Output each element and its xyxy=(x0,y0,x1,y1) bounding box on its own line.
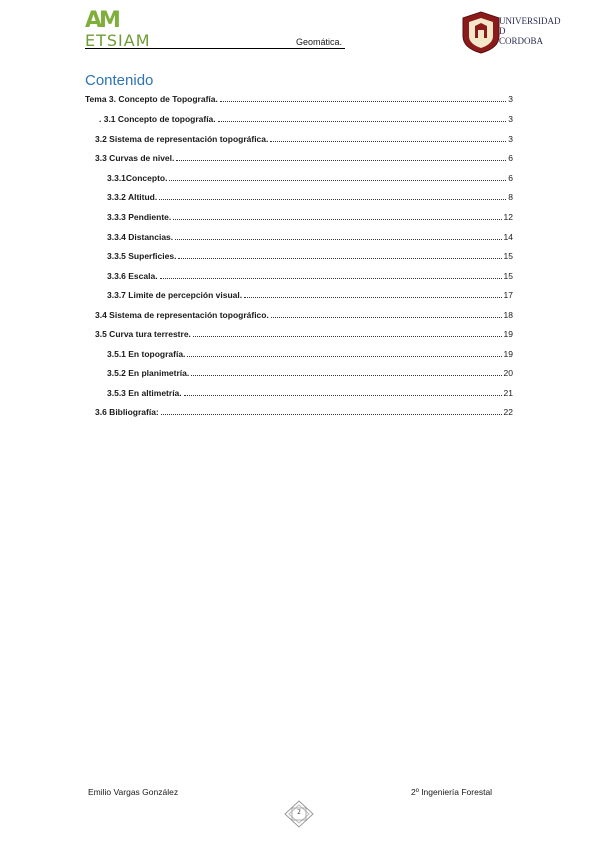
toc-entry-leader xyxy=(161,414,502,415)
toc-entry[interactable] xyxy=(95,133,513,145)
toc-entry-leader xyxy=(159,199,506,200)
toc-entry-page: 3 xyxy=(508,94,513,104)
university-name-line2: D xyxy=(499,26,506,36)
toc-entry-label: 3.5.2 En planimetría. xyxy=(107,368,190,378)
toc-entry[interactable] xyxy=(107,348,513,360)
header-subject: Geomática. xyxy=(296,37,343,47)
logo-text: ETSIAM xyxy=(85,31,151,50)
toc-entry-label: 3.3 Curvas de nivel. xyxy=(95,153,175,163)
toc-entry-label: 3.3.2 Altitud. xyxy=(107,192,158,202)
toc-entry[interactable] xyxy=(107,231,513,243)
toc-entry-page: 21 xyxy=(503,388,513,398)
etsiam-logo xyxy=(85,10,155,50)
toc-entry-leader xyxy=(191,375,501,376)
footer-course: 2º Ingeniería Forestal xyxy=(411,787,493,797)
toc-entry-page: 19 xyxy=(503,349,513,359)
toc-entry-leader xyxy=(218,121,507,122)
toc-entry-page: 15 xyxy=(503,271,513,281)
toc-entry-leader xyxy=(176,160,506,161)
toc-entry-label: 3.6 Bibliografía: xyxy=(95,407,159,417)
toc-entry-label: 3.5.3 En altimetría. xyxy=(107,388,182,398)
header-rule xyxy=(85,48,345,49)
toc-entry-label: 3.5.1 En topografía. xyxy=(107,349,186,359)
toc-entry-leader xyxy=(178,258,501,259)
toc-entry-leader xyxy=(184,395,502,396)
university-logo xyxy=(461,10,561,55)
toc-entry-leader xyxy=(244,297,501,298)
toc-entry-leader xyxy=(160,278,502,279)
toc-entry-label: 3.4 Sistema de representación topográfico. xyxy=(95,310,269,320)
toc-entry[interactable] xyxy=(107,367,513,379)
toc-entry[interactable] xyxy=(99,113,513,125)
page-number: 2 xyxy=(297,808,301,816)
toc-entry-leader xyxy=(175,239,501,240)
toc-entry-page: 22 xyxy=(503,407,513,417)
toc-entry-page: 17 xyxy=(503,290,513,300)
toc-entry[interactable] xyxy=(95,309,513,321)
toc-entry-page: 6 xyxy=(508,173,513,183)
toc-entry-page: 6 xyxy=(508,153,513,163)
toc-entry-leader xyxy=(173,219,501,220)
toc-entry[interactable] xyxy=(107,387,513,399)
toc-entry-page: 19 xyxy=(503,329,513,339)
toc-entry-page: 3 xyxy=(508,134,513,144)
toc-entry-label: 3.2 Sistema de representación topográfica. xyxy=(95,134,269,144)
university-name xyxy=(499,16,561,46)
toc-entry-label: 3.3.3 Pendiente. xyxy=(107,212,172,222)
toc-entry-label: 3.3.4 Distancias. xyxy=(107,232,174,242)
toc-entry[interactable] xyxy=(107,172,513,184)
toc-entry[interactable] xyxy=(95,328,513,340)
toc-entry[interactable] xyxy=(95,152,513,164)
toc-entry-label: 3.5 Curva tura terrestre. xyxy=(95,329,191,339)
toc-title: Contenido xyxy=(85,72,154,89)
toc-entry-page: 12 xyxy=(503,212,513,222)
toc-entry[interactable] xyxy=(107,211,513,223)
toc-entry[interactable] xyxy=(107,289,513,301)
toc-entry-label: 3.3.6 Escala. xyxy=(107,271,158,281)
toc-entry-page: 8 xyxy=(508,192,513,202)
toc-entry-leader xyxy=(271,317,502,318)
toc-entry-leader xyxy=(193,336,502,337)
university-name-line3: CORDOBA xyxy=(499,36,544,46)
toc-entry-label: 3.3.1Concepto. xyxy=(107,173,168,183)
toc-entry-label: Tema 3. Concepto de Topografía. xyxy=(85,94,218,104)
toc-entry-leader xyxy=(270,141,506,142)
toc-entry[interactable] xyxy=(107,191,513,203)
toc-entry[interactable] xyxy=(85,93,513,105)
toc-entry[interactable] xyxy=(107,250,513,262)
toc-entry-leader xyxy=(187,356,501,357)
toc-entry-page: 3 xyxy=(508,114,513,124)
university-shield-icon xyxy=(461,10,501,54)
toc-entry-page: 15 xyxy=(503,251,513,261)
toc-entry-leader xyxy=(220,101,506,102)
toc-entry-page: 18 xyxy=(503,310,513,320)
toc-entry-page: 20 xyxy=(503,368,513,378)
toc-entry-page: 14 xyxy=(503,232,513,242)
toc-entry-label: 3.3.7 Limite de percepción visual. xyxy=(107,290,243,300)
university-name-line1: UNIVERSIDAD xyxy=(499,16,561,26)
footer-author: Emilio Vargas González xyxy=(88,787,179,797)
toc-entry[interactable] xyxy=(95,406,513,418)
toc-entry-label: 3.3.5 Superficies. xyxy=(107,251,177,261)
toc-entry-leader xyxy=(169,180,506,181)
toc-entry-label: . 3.1 Concepto de topografía. xyxy=(99,114,216,124)
logo-mark: AM xyxy=(85,8,118,33)
toc-entry[interactable] xyxy=(107,270,513,282)
